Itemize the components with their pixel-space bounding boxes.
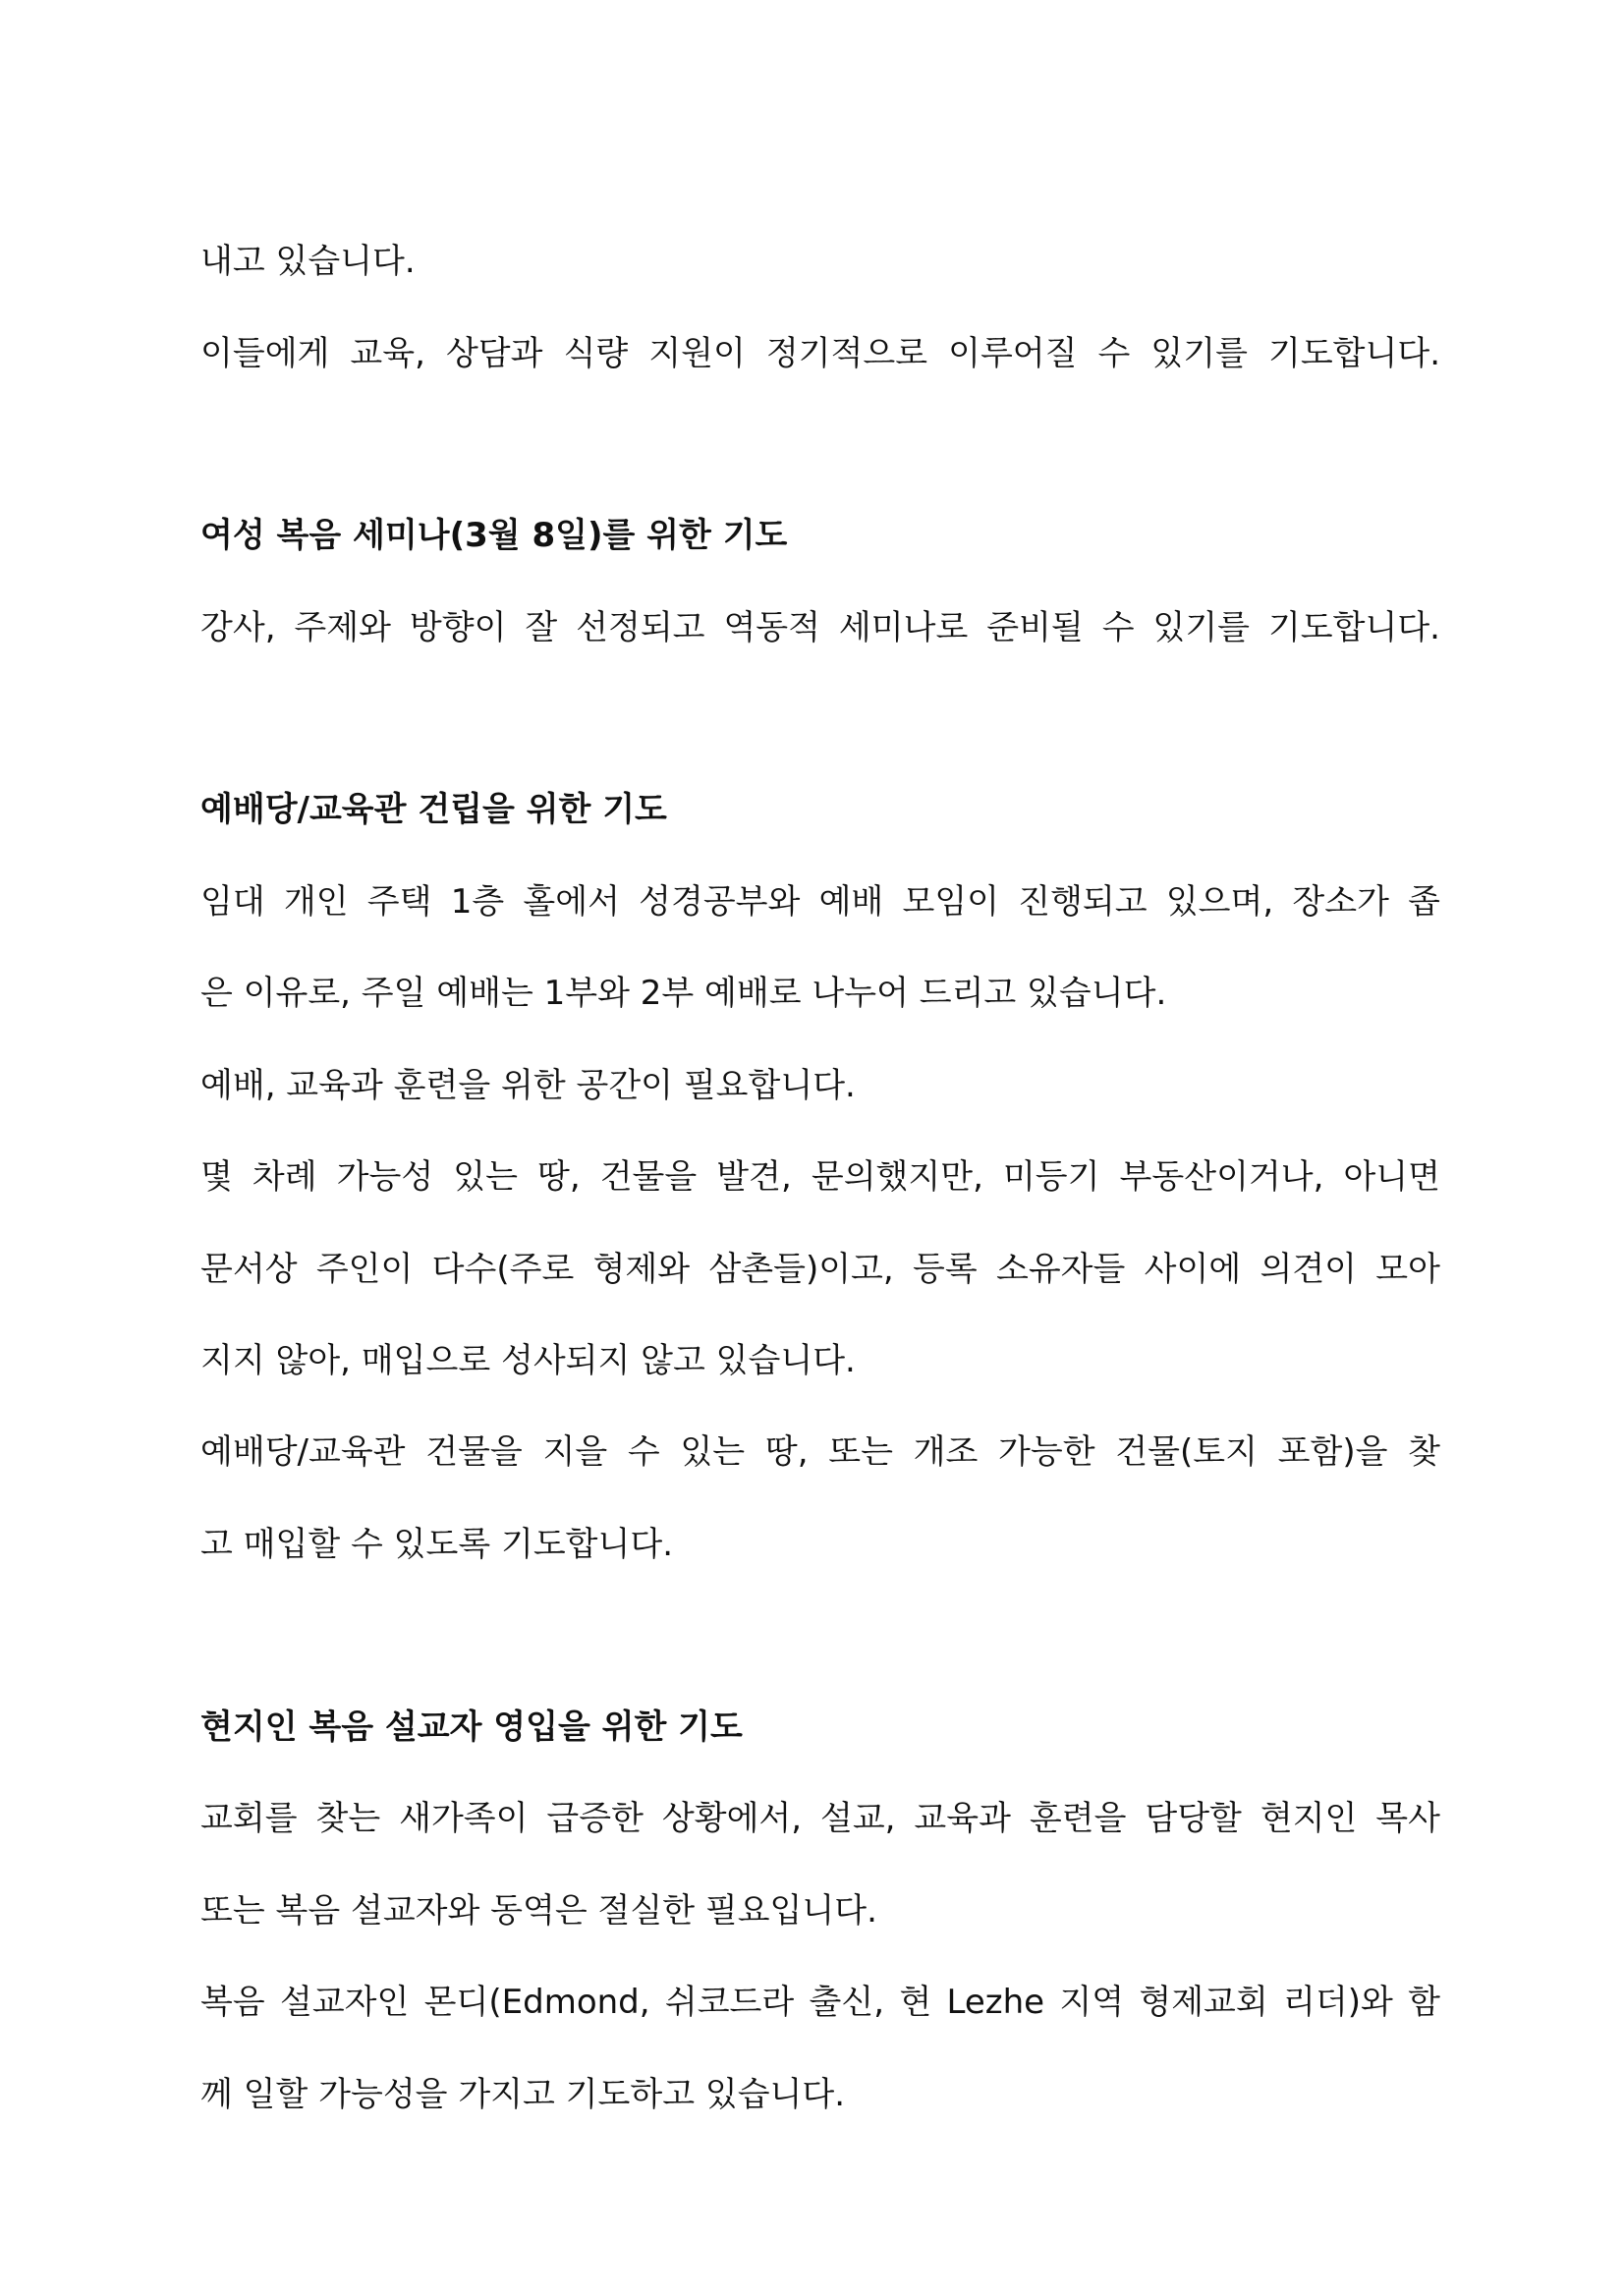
section-heading: 여성 복음 세미나(3월 8일)를 위한 기도 — [200, 516, 788, 555]
paragraph-line: 께 일할 가능성을 가지고 기도하고 있습니다. — [200, 2075, 846, 2114]
paragraph-line: 내고 있습니다. — [200, 242, 416, 281]
paragraph-line: 교회를 찾는 새가족이 급증한 상황에서, 설교, 교육과 훈련을 담당할 현지인 목사 — [200, 1799, 1440, 1838]
paragraph-line: 문서상 주인이 다수(주로 형제와 삼촌들)이고, 등록 소유자들 사이에 의견이 모아 — [200, 1250, 1440, 1289]
paragraph-line: 예배당/교육관 건물을 지을 수 있는 땅, 또는 개조 가능한 건물(토지 포함)을 찾 — [200, 1432, 1440, 1472]
paragraph-line: 지지 않아, 매입으로 성사되지 않고 있습니다. — [200, 1341, 856, 1380]
paragraph-line: 예배, 교육과 훈련을 위한 공간이 필요합니다. — [200, 1066, 856, 1105]
section-heading: 예배당/교육관 건립을 위한 기도 — [200, 790, 667, 829]
paragraph-line: 또는 복음 설교자와 동역은 절실한 필요입니다. — [200, 1891, 877, 1931]
paragraph-line: 복음 설교자인 몬디(Edmond, 쉬코드라 출신, 현 Lezhe 지역 형제교회 리더)와 함 — [200, 1983, 1440, 2022]
paragraph-line: 이들에게 교육, 상담과 식량 지원이 정기적으로 이루어질 수 있기를 기도합니다. — [200, 334, 1440, 373]
paragraph-line: 고 매입할 수 있도록 기도합니다. — [200, 1525, 674, 1564]
paragraph-line: 강사, 주제와 방향이 잘 선정되고 역동적 세미나로 준비될 수 있기를 기도합니다. — [200, 608, 1440, 647]
paragraph-line: 임대 개인 주택 1층 홀에서 성경공부와 예배 모임이 진행되고 있으며, 장소가 좁 — [200, 882, 1440, 922]
paragraph-line: 몇 차례 가능성 있는 땅, 건물을 발견, 문의했지만, 미등기 부동산이거나, 아니면 — [200, 1157, 1440, 1197]
section-heading: 현지인 복음 설교자 영입을 위한 기도 — [200, 1708, 743, 1747]
paragraph-line: 은 이유로, 주일 예배는 1부와 2부 예배로 나누어 드리고 있습니다. — [200, 974, 1167, 1013]
